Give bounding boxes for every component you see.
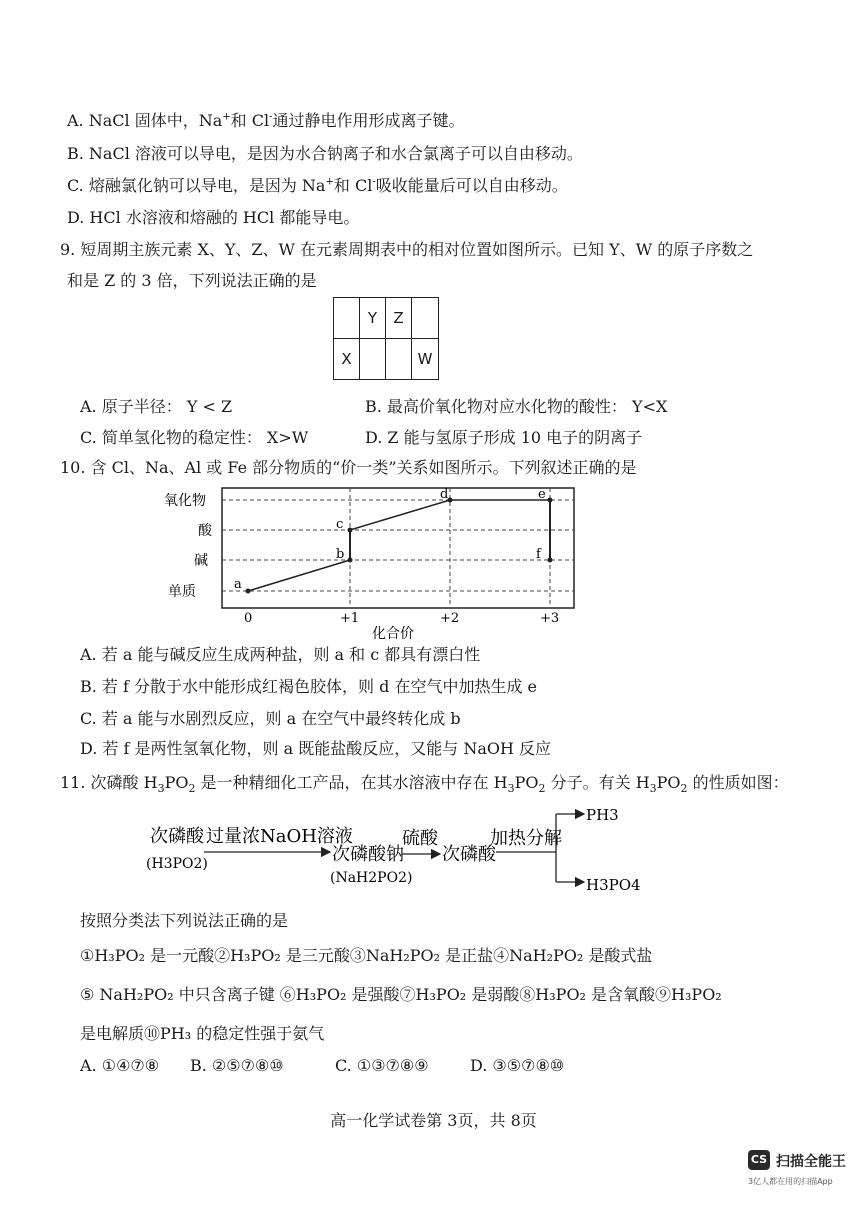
- xlabel-plus1: +1: [340, 611, 360, 626]
- xaxis-title: 化合价: [372, 626, 414, 640]
- point-f: [548, 558, 553, 563]
- watermark-app-name: 扫描全能王: [776, 1154, 846, 1170]
- q10-option-b: B. 若 f 分散于水中能形成红褐色胶体，则 d 在空气中加热生成 e: [80, 677, 537, 696]
- q11-option-d: D. ③⑤⑦⑧⑩: [470, 1056, 565, 1075]
- q8-option-a: A. NaCl 固体中，Na+和 Cl-通过静电作用形成离子键。: [67, 111, 465, 130]
- q11-items-line1: ①H₃PO₂ 是一元酸②H₃PO₂ 是三元酸③NaH₂PO₂ 是正盐④NaH₂PO₂ 是酸式盐: [80, 946, 653, 965]
- q8-option-c: C. 熔融氯化钠可以导电，是因为 Na+和 Cl-吸收能量后可以自由移动。: [67, 176, 568, 195]
- cell-empty: [334, 298, 360, 339]
- q11-prompt: 按照分类法下列说法正确的是: [80, 911, 289, 930]
- flow-start-formula: (H3PO2): [146, 856, 208, 872]
- flow-mid-formula: (NaH2PO2): [330, 870, 413, 886]
- xlabel-plus2: +2: [440, 611, 460, 626]
- label-d: d: [440, 487, 449, 502]
- flow-reagent1: 过量浓NaOH溶液: [206, 826, 353, 847]
- q9-option-b: B. 最高价氧化物对应水化物的酸性： Y<X: [365, 397, 668, 416]
- ylabel-oxide: 氧化物: [164, 493, 206, 509]
- cell-z: Z: [386, 298, 412, 339]
- flow-mid: 次磷酸钠: [332, 844, 404, 865]
- diagram-frame: [222, 488, 574, 608]
- q9-stem-line1: 9. 短周期主族元素 X、Y、Z、W 在元素周期表中的相对位置如图所示。已知 Y、W 的原子序数之: [60, 240, 754, 259]
- point-a: [246, 589, 251, 594]
- label-f: f: [536, 547, 541, 562]
- cell-empty: [386, 339, 412, 380]
- ylabel-element: 单质: [168, 584, 196, 600]
- cell-w: W: [412, 339, 439, 380]
- point-c: [348, 528, 353, 533]
- xlabel-plus3: +3: [540, 611, 560, 626]
- camscanner-logo-icon: CS: [748, 1150, 770, 1170]
- q11-option-c: C. ①③⑦⑧⑨: [335, 1056, 429, 1075]
- line-a-b: [248, 560, 350, 591]
- flow-reagent2: 硫酸: [402, 828, 438, 849]
- ylabel-base: 碱: [194, 553, 208, 569]
- q10-stem: 10. 含 Cl、Na、Al 或 Fe 部分物质的“价一类”关系如图所示。下列叙述正确的是: [60, 458, 637, 477]
- cell-y: Y: [360, 298, 386, 339]
- q8-option-b: B. NaCl 溶液可以导电，是因为水合钠离子和水合氯离子可以自由移动。: [67, 144, 583, 163]
- q9-option-c: C. 简单氢化物的稳定性： X>W: [80, 428, 309, 447]
- q10-option-a: A. 若 a 能与碱反应生成两种盐，则 a 和 c 都具有漂白性: [80, 645, 481, 664]
- cell-empty: [412, 298, 439, 339]
- point-b: [348, 558, 353, 563]
- periodic-table-fragment: [333, 297, 439, 380]
- page-footer: 高一化学试卷第 3页，共 8页: [330, 1111, 537, 1130]
- xlabel-0: 0: [244, 611, 253, 626]
- label-a: a: [234, 577, 242, 592]
- q9-option-a: A. 原子半径： Y < Z: [80, 397, 233, 416]
- q11-stem: 11. 次磷酸 $H_3PO_2$ 是一种精细化工产品，在其水溶液中存在 $H_3PO_2$ 分子。有关 $H_3PO_2$ 的性质如图：: [60, 773, 789, 796]
- point-e: [548, 498, 553, 503]
- flow-mid2: 次磷酸: [442, 844, 496, 865]
- label-e: e: [538, 487, 546, 502]
- q11-items-line2: ⑤ NaH₂PO₂ 中只含离子键 ⑥H₃PO₂ 是强酸⑦H₃PO₂ 是弱酸⑧H₃PO₂ 是含氧酸⑨H₃PO₂: [80, 985, 722, 1004]
- q8-option-d: D. HCl 水溶液和熔融的 HCl 都能导电。: [67, 208, 360, 227]
- valence-class-diagram: [160, 480, 590, 640]
- hypophosphorous-flowchart: [140, 800, 660, 900]
- q11-items-line3: 是电解质⑩PH₃ 的稳定性强于氨气: [80, 1024, 325, 1043]
- q10-option-c: C. 若 a 能与水剧烈反应，则 a 在空气中最终转化成 b: [80, 709, 461, 728]
- q9-stem-line2: 和是 Z 的 3 倍，下列说法正确的是: [67, 271, 317, 290]
- cell-empty: [360, 339, 386, 380]
- flow-product-ph3: PH3: [586, 806, 619, 824]
- ylabel-acid: 酸: [198, 523, 212, 539]
- flow-start: 次磷酸: [150, 826, 204, 847]
- q10-option-d: D. 若 f 是两性氢氧化物，则 a 既能盐酸反应，又能与 NaOH 反应: [80, 739, 552, 758]
- flow-product-h3po4: H3PO4: [586, 876, 641, 894]
- watermark-tagline: 3亿人都在用的扫描App: [748, 1177, 833, 1186]
- label-c: c: [336, 517, 344, 532]
- label-b: b: [336, 547, 345, 562]
- q11-option-b: B. ②⑤⑦⑧⑩: [190, 1056, 284, 1075]
- flow-reagent3: 加热分解: [490, 828, 562, 849]
- q11-option-a: A. ①④⑦⑧: [80, 1056, 160, 1075]
- q9-option-d: D. Z 能与氢原子形成 10 电子的阴离子: [365, 428, 643, 447]
- line-c-d: [350, 500, 450, 530]
- cell-x: X: [334, 339, 360, 380]
